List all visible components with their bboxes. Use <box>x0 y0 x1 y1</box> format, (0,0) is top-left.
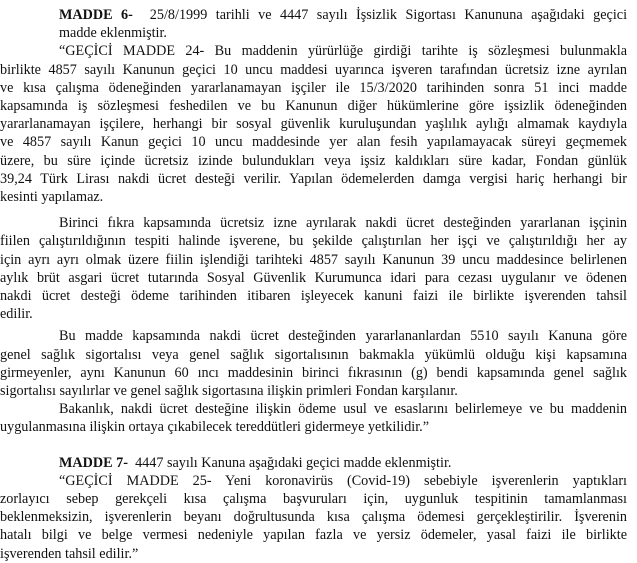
a6p1-line-5: yararlanamayan işçilere, herhangi bir sosyal güvenlik kuruluşundan yaşlılık aylığı almamak kaydıyla <box>0 116 627 133</box>
a6p3-line-3: girmeyenler, aynı Kanunun 60 ıncı maddesinin birinci fıkrasının (g) bendi kapsamında genel sağlık <box>0 364 627 381</box>
a6p4-line-1: Bakanlık, nakdi ücret desteğine ilişkin ödeme usul ve esaslarını belirlemeye ve bu maddenin <box>59 401 627 418</box>
a6p2-line-6: edilir. <box>0 306 33 323</box>
a6p2-line-1: Birinci fıkra kapsamında ücretsiz izne ayrılarak nakdi ücret desteğinden yararlanan işçinin <box>59 215 627 232</box>
article-7-paragraph-1 <box>0 472 627 563</box>
article-7 <box>59 454 627 472</box>
a6p3-line-1: Bu madde kapsamında nakdi ücret desteğinden yararlananlardan 5510 sayılı Kanuna göre <box>59 328 627 345</box>
article-7-heading: MADDE 7- <box>59 454 128 471</box>
a6p1-line-4: kapsamında iş sözleşmesi feshedilen ve bu Kanunun diğer hükümlerine göre işsizlik ödeneğinden <box>0 98 627 115</box>
a6p1-line-7: üzere, bu süre içinde ücretsiz izinde bulundukları veya işsiz kaldıkları süre kadar, Fondan günlük <box>0 152 627 169</box>
a7p1-line-1: “GEÇİCİ MADDE 25- Yeni koronavirüs (Covid-19) sebebiyle işverenlerin yaptıkları <box>59 472 627 489</box>
a6p4-line-2: uygulanmasına ilişkin ortaya çıkabilecek tereddütleri gidermeye yetkilidir.” <box>0 419 430 436</box>
article-6-intro-text-1: 25/8/1999 tarihli ve 4447 sayılı İşsizlik Sigortası Kanununa aşağıdaki geçici <box>149 7 628 23</box>
article-6-intro-line-2: madde eklenmiştir. <box>59 25 167 42</box>
article-6 <box>59 6 627 42</box>
article-6-paragraph-3 <box>0 327 627 400</box>
a6p3-line-4: sigortalısı sayılırlar ve genel sağlık sigortasına ilişkin primleri Fondan karşılanır. <box>0 383 458 400</box>
a6p1-line-3: ve kısa çalışma ödeneğinden yararlanamayan işçiler ile 15/3/2020 tarihinden sonra 51 inci madde <box>0 79 627 96</box>
article-6-heading: MADDE 6- <box>59 7 133 23</box>
a6p1-line-9: kesinti yapılamaz. <box>0 189 104 206</box>
a6p1-line-1: “GEÇİCİ MADDE 24- Bu maddenin yürürlüğe girdiği tarihte iş sözleşmesi bulunmakla <box>59 43 627 60</box>
a7p1-line-5: işverenden tahsil edilir.” <box>0 545 139 562</box>
a6p2-line-3: için ayrı ayrı olmak üzere fiilin işlendiği tarihteki 4857 sayılı Kanunun 39 uncu maddesince belirlenen <box>0 251 627 268</box>
spacer <box>59 206 627 214</box>
a6p1-line-6: ve 4857 sayılı Kanun geçici 10 uncu maddesinde yer alan fesih yapılamayacak süreyi geçmemek <box>0 134 627 151</box>
a6p2-line-4: aylık brüt asgari ücret tutarında Sosyal Güvenlik Kurumunca idari para cezası uygulanır ve ödenen <box>0 269 627 286</box>
a7p1-line-2: zorlayıcı sebep gerekçeli kısa çalışma başvuruları için, uygunluk tespitinin tamamlanması <box>0 491 627 508</box>
article-6-intro-line-1 <box>59 6 627 24</box>
spacer <box>59 437 627 454</box>
a6p2-line-2: fiilen çalıştırıldığının tespiti halinde işverene, bu şekilde çalıştırılan her işçi ve çalıştırıldığı her ay <box>0 233 627 250</box>
a7p1-line-4: hatalı bilgi ve belge vermesi nedeniyle yapılan fazla ve yersiz ödemeler, yasal faizi ile birlikte <box>0 527 627 544</box>
article-7-intro-line <box>59 454 627 472</box>
article-6-paragraph-1 <box>0 42 627 206</box>
article-6-paragraph-2 <box>0 214 627 323</box>
article-6-paragraph-4 <box>0 400 627 436</box>
a6p2-line-5: nakdi ücret desteği ödeme tarihinden itibaren işleyecek kanuni faizi ile birlikte işverenden tahsil <box>0 288 627 305</box>
a6p3-line-2: genel sağlık sigortalısı veya genel sağlık sigortalısının bakmakla yükümlü olduğu kişi kapsamına <box>0 346 627 363</box>
a6p1-line-2: birlikte 4857 sayılı Kanunun geçici 10 uncu maddesi uyarınca işveren tarafından ücretsiz izne ayrılan <box>0 61 627 78</box>
article-7-intro-text: 4447 sayılı Kanuna aşağıdaki geçici madde eklenmiştir. <box>135 454 452 471</box>
a6p1-line-8: 39,24 Türk Lirası nakdi ücret desteği verilir. Yapılan ödemelerden damga vergisi hariç herhangi bir <box>0 170 627 187</box>
a7p1-line-3: beklenmeksizin, işverenlerin beyanı doğrultusunda kısa çalışma ödemesi gerçekleştirilir. İşverenin <box>0 509 627 526</box>
